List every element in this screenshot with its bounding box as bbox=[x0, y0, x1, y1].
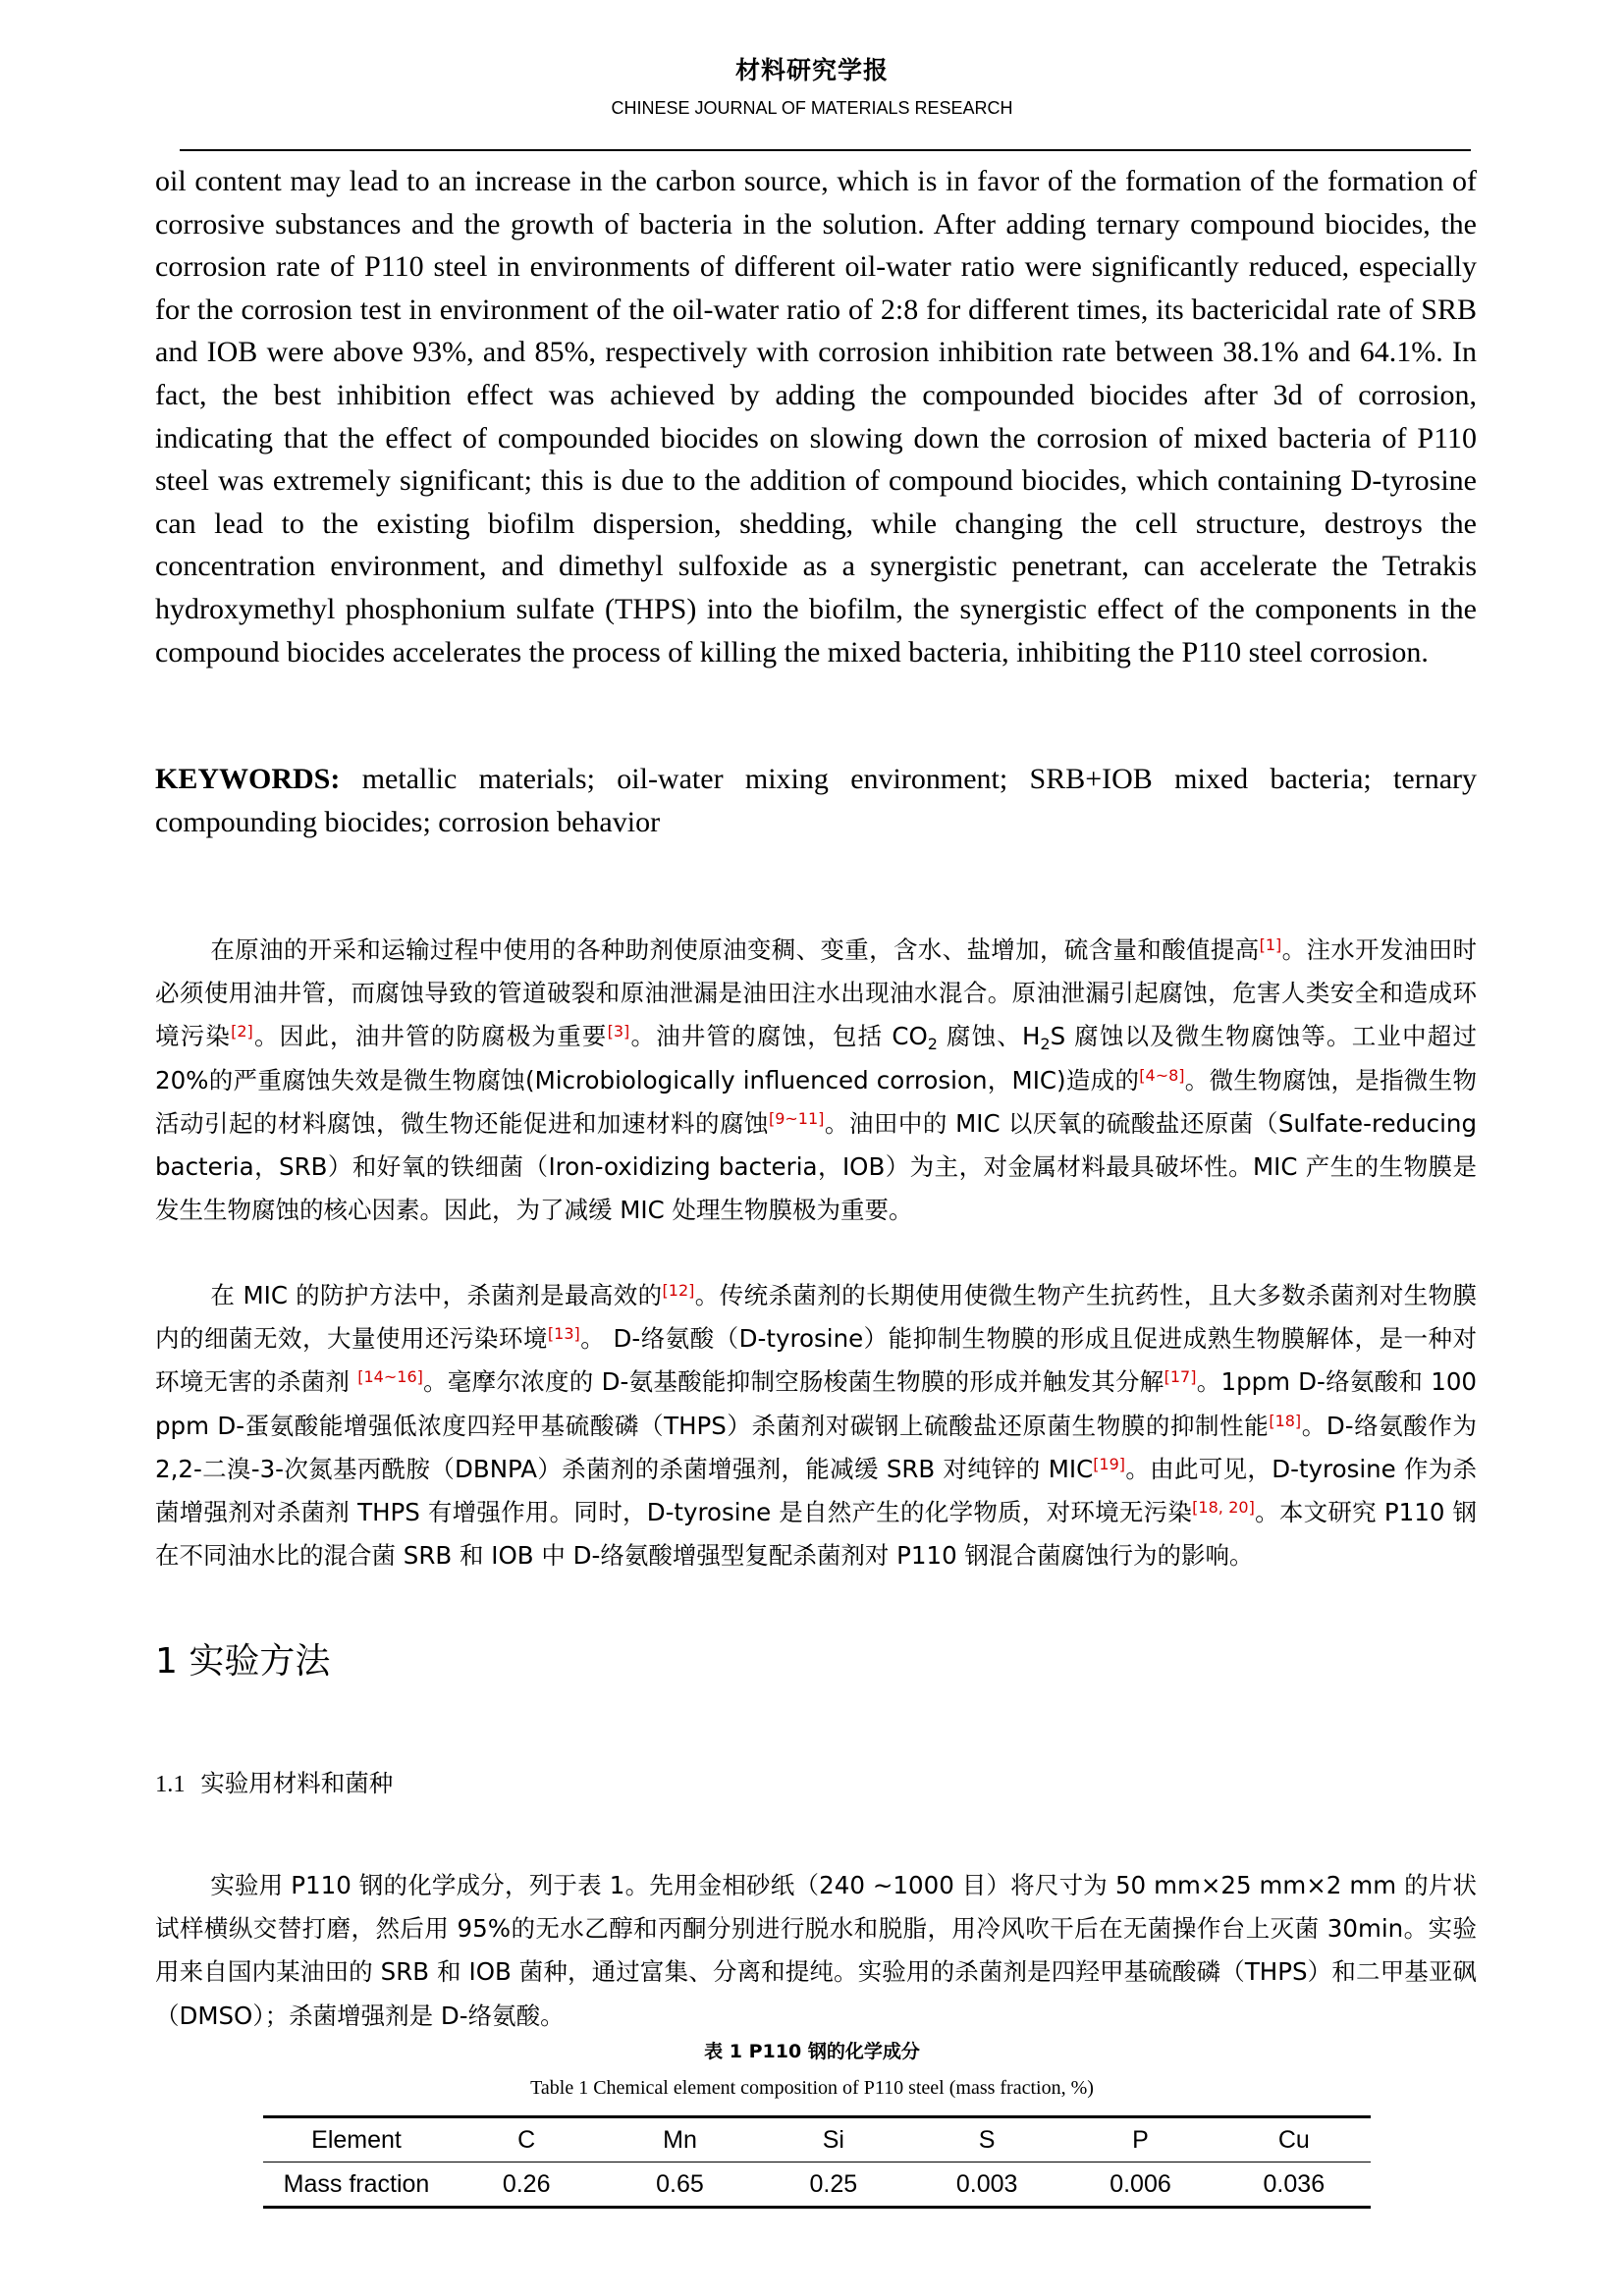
intro-paragraph-1 bbox=[155, 929, 1477, 1232]
header-divider bbox=[180, 149, 1471, 151]
text-run: 。D-络氨酸作为 2,2-二溴-3-次氮基丙酰胺（DBNPA）杀菌剂的杀菌增强剂，能减缓 SRB 对纯锌的 MIC bbox=[155, 1411, 1477, 1483]
citation-link[interactable]: [14~16] bbox=[357, 1367, 423, 1387]
citation-link[interactable]: [2] bbox=[231, 1022, 253, 1041]
text-run: 。传统杀菌剂的长期使用使微生物产生抗药性，且大多数杀菌剂对生物膜内的细菌无效，大量使用还污染环境 bbox=[155, 1281, 1478, 1354]
text-run: 。 D-络氨酸（D-tyrosine）能抑制生物膜的形成且促进成熟生物膜解体，是一种对环境无害的杀菌剂 bbox=[155, 1324, 1478, 1397]
keywords-line bbox=[155, 758, 1477, 843]
abstract-en-text: oil content may lead to an increase in the carbon source, which is in favor of the formation of the formation of corrosive substances and the growth of bacteria in the solution. After adding ternary compound biocides, the corrosion rate of P110 steel in environments of different oil-water ratio were significantly reduced, especially for the corrosion test in environment of the oil-water ratio of 2:8 for different times, its bactericidal rate of SRB and IOB were above 93%, and 85%, respectively with corrosion inhibition rate between 38.1% and 64.1%. In fact, the best inhibition effect was achieved by adding the compounded biocides after 3d of corrosion, indicating that the effect of compounded biocides on slowing down the corrosion of mixed bacteria of P110 steel was extremely significant; this is due to the addition of compound biocides, which containing D-tyrosine can lead to the existing biofilm dispersion, shedding, while changing the cell structure, destroys the concentration environment, and dimethyl sulfoxide as a synergistic penetrant, can accelerate the Tetrakis hydroxymethyl phosphonium sulfate (THPS) into the biofilm, the synergistic effect of the components in the compound biocides accelerates the process of killing the mixed bacteria, inhibiting the P110 steel corrosion. bbox=[155, 165, 1477, 668]
text-run: 。因此，油井管的防腐极为重要 bbox=[252, 1022, 608, 1051]
intro-paragraph-2 bbox=[155, 1274, 1477, 1577]
table-header-row bbox=[263, 2117, 1371, 2163]
citation-link[interactable]: [18] bbox=[1269, 1411, 1302, 1430]
text-run: 实验用 P110 钢的化学成分，列于表 1。先用金相砂纸（240 ~1000 目）将尺寸为 50 mm×25 mm×2 mm 的片状试样横纵交替打磨，然后用 95%的无水乙醇和丙酮分别进行脱水和脱脂，用冷风吹干后在无菌操作台上灭菌 30min。实验用来自国内某油田的 SRB 和 IOB 菌种，通过富集、分离和提纯。实验用的杀菌剂是四羟甲基硫酸磷（THPS）和二甲基亚砜（DMSO）；杀菌增强剂是 D-络氨酸。 bbox=[155, 1871, 1477, 2030]
text-run: 。本文研究 P110 钢在不同油水比的混合菌 SRB 和 IOB 中 D-络氨酸增强型复配杀菌剂对 P110 钢混合菌腐蚀行为的影响。 bbox=[155, 1498, 1477, 1571]
methods-paragraph bbox=[155, 1864, 1477, 2038]
citation-link[interactable]: [1] bbox=[1259, 935, 1282, 954]
table-cell: 0.003 bbox=[955, 2169, 1018, 2198]
citation-link[interactable]: [12] bbox=[662, 1281, 695, 1300]
table-cell: Mass fraction bbox=[283, 2169, 430, 2198]
table-caption-en: Table 1 Chemical element composition of P110 steel (mass fraction, %) bbox=[530, 2077, 1094, 2099]
table-header-cell: S bbox=[978, 2125, 996, 2154]
table-header-cell: Mn bbox=[663, 2125, 697, 2154]
citation-link[interactable]: [13] bbox=[547, 1324, 580, 1344]
text-run: 。油井管的腐蚀，包括 CO bbox=[629, 1022, 928, 1051]
section-heading: 1 实验方法 bbox=[155, 1641, 331, 1682]
text-run: 。由此可见，D-tyrosine 作为杀菌增强剂对杀菌剂 THPS 有增强作用。同时，D-tyrosine 是自然产生的化学物质，对环境无污染 bbox=[155, 1454, 1477, 1527]
subsection-title: 实验用材料和菌种 bbox=[200, 1769, 394, 1797]
table-header-cell: P bbox=[1132, 2125, 1149, 2154]
table-header-cell: Cu bbox=[1277, 2125, 1310, 2154]
table-header-cell: Element bbox=[311, 2125, 402, 2154]
table-header-cell: Si bbox=[822, 2125, 844, 2154]
text-run: 在 MIC 的防护方法中，杀菌剂是最高效的 bbox=[210, 1281, 663, 1309]
text-run: 。1ppm D-络氨酸和 100 ppm D-蛋氨酸能增强低浓度四羟甲基硫酸磷（THPS）杀菌剂对碳钢上硫酸盐还原菌生物膜的抑制性能 bbox=[155, 1367, 1477, 1440]
table-cell: 0.25 bbox=[809, 2169, 858, 2198]
citation-link[interactable]: [19] bbox=[1093, 1454, 1126, 1473]
journal-title-en: CHINESE JOURNAL OF MATERIALS RESEARCH bbox=[611, 98, 1013, 118]
table-cell: 0.036 bbox=[1263, 2169, 1326, 2198]
keywords-label: KEYWORDS: bbox=[155, 763, 341, 795]
citation-link[interactable]: [17] bbox=[1164, 1367, 1197, 1387]
subsection-number: 1.1 bbox=[155, 1771, 186, 1797]
subsection-heading bbox=[155, 1765, 393, 1799]
citation-link[interactable]: [3] bbox=[607, 1022, 630, 1041]
table-cell: 0.65 bbox=[656, 2169, 704, 2198]
composition-table bbox=[263, 2115, 1371, 2209]
text-run: 腐蚀、H bbox=[937, 1022, 1041, 1051]
subscript: 2 bbox=[1040, 1035, 1051, 1054]
text-run: 。毫摩尔浓度的 D-氨基酸能抑制空肠梭菌生物膜的形成并触发其分解 bbox=[422, 1367, 1164, 1397]
text-run: 。微生物腐蚀，是指微生物活动引起的材料腐蚀，微生物还能促进和加速材料的腐蚀 bbox=[155, 1065, 1477, 1138]
keywords-text: metallic materials; oil-water mixing environment; SRB+IOB mixed bacteria; ternary compounding biocides; corrosion behavior bbox=[155, 763, 1478, 838]
table-cell: 0.26 bbox=[502, 2169, 551, 2198]
table-row bbox=[263, 2163, 1371, 2208]
table-caption-cn: 表 1 P110 钢的化学成分 bbox=[704, 2041, 920, 2062]
journal-title-cn: 材料研究学报 bbox=[734, 56, 889, 84]
table-header-cell: C bbox=[517, 2125, 536, 2154]
table-cell: 0.006 bbox=[1110, 2169, 1171, 2198]
citation-link[interactable]: [9~11] bbox=[768, 1108, 825, 1128]
text-run: 。油田中的 MIC 以厌氧的硫酸盐还原菌（Sulfate-reducing bacteria，SRB）和好氧的铁细菌（Iron-oxidizing bacteria，IOB）为主，对金属材料最具破坏性。MIC 产生的生物膜是发生生物腐蚀的核心因素。因此，为了减缓 MIC 处理生物膜极为重要。 bbox=[155, 1108, 1477, 1225]
text-run: 在原油的开采和运输过程中使用的各种助剂使原油变稠、变重，含水、盐增加，硫含量和酸值提高 bbox=[210, 935, 1260, 964]
subscript: 2 bbox=[927, 1035, 938, 1054]
text-run: 。注水开发油田时必须使用油井管，而腐蚀导致的管道破裂和原油泄漏是油田注水出现油水混合。原油泄漏引起腐蚀，危害人类安全和造成环境污染 bbox=[155, 935, 1478, 1051]
citation-link[interactable]: [4~8] bbox=[1139, 1065, 1185, 1085]
text-run: S 腐蚀以及微生物腐蚀等。工业中超过 20%的严重腐蚀失效是微生物腐蚀(Microbiologically influenced corrosion，MIC)造成的 bbox=[155, 1022, 1477, 1095]
citation-link[interactable]: [18, 20] bbox=[1192, 1498, 1255, 1518]
